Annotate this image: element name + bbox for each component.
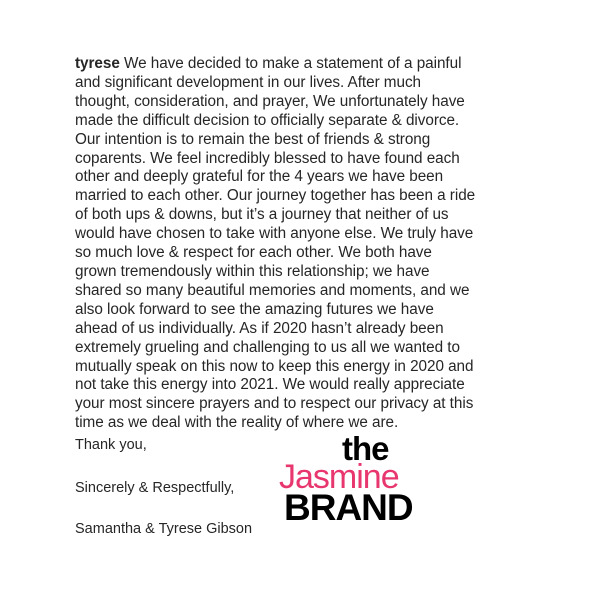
caption-line: coparents. We feel incredibly blessed to have found each — [75, 149, 460, 167]
signature-line: Samantha & Tyrese Gibson — [75, 521, 253, 537]
logo-word-jasmine: Jasmine — [279, 458, 399, 496]
caption-line: also look forward to see the amazing futures we have — [75, 300, 434, 318]
caption-text: We have decided to make a statement of a painful — [119, 55, 462, 72]
caption-line: so much love & respect for each other. We both have — [75, 244, 432, 262]
caption-line: thought, consideration, and prayer, We unfortunately have — [75, 92, 465, 110]
caption-line: extremely grueling and challenging to us all we wanted to — [75, 338, 460, 356]
thanks-line: Thank you, — [75, 437, 147, 453]
caption-line: ahead of us individually. As if 2020 hasn’t already been — [75, 319, 444, 337]
username-link[interactable]: tyrese — [75, 55, 120, 72]
caption-line: grown tremendously within this relationship; we have — [75, 262, 430, 280]
caption-line: would have chosen to take with anyone else. We truly have — [75, 225, 474, 243]
caption-line: made the difficult decision to officially separate & divorce. — [75, 111, 460, 129]
sincerely-line: Sincerely & Respectfully, — [75, 480, 235, 496]
caption-line: not take this energy into 2021. We would really appreciate — [75, 376, 465, 394]
caption-line: shared so many beautiful memories and moments, and we — [75, 281, 470, 299]
caption-line: time as we deal with the reality of where we are. — [75, 414, 399, 432]
caption-line: other and deeply grateful for the 4 years we have been — [75, 168, 444, 186]
caption-line: married to each other. Our journey together has been a ride — [75, 187, 476, 205]
caption-line: and significant development in our lives. After much — [75, 73, 422, 91]
caption-line: your most sincere prayers and to respect our privacy at this — [75, 395, 474, 413]
logo-word-the: the — [342, 430, 389, 467]
caption-line: mutually speak on this now to keep this energy in 2020 and — [75, 357, 474, 375]
caption-first-line — [75, 55, 545, 74]
caption-line: of both ups & downs, but it’s a journey that neither of us — [75, 206, 449, 224]
jasmine-brand-watermark-logo — [275, 430, 445, 528]
caption-line: Our intention is to remain the best of friends & strong — [75, 130, 431, 148]
post-caption — [75, 55, 545, 433]
logo-word-brand: BRAND — [284, 487, 413, 528]
